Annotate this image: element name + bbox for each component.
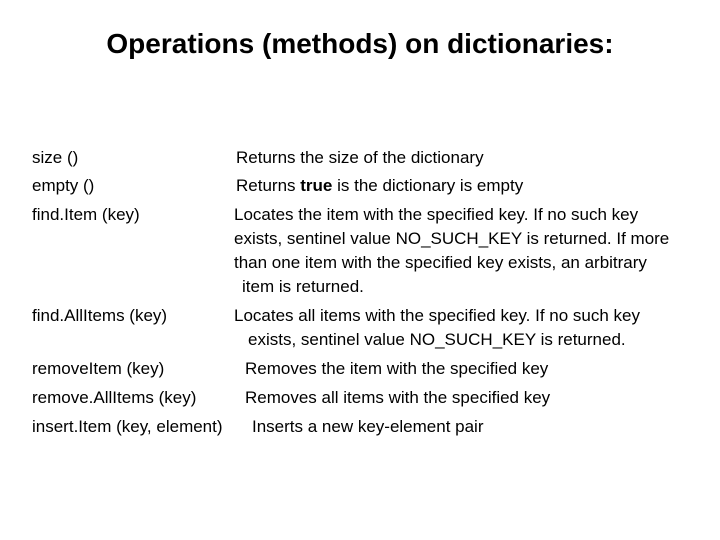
desc-line: Locates all items with the specified key. If no such key xyxy=(234,306,640,325)
operation-name-size: size () xyxy=(32,148,79,167)
operation-name-find-all-items: find.AllItems (key) xyxy=(32,306,168,325)
operation-desc-insert-item xyxy=(252,415,484,439)
desc-keyword-true: true xyxy=(300,176,333,195)
operation-desc-size xyxy=(236,146,484,170)
desc-line: item is returned. xyxy=(242,277,364,296)
desc-line: exists, sentinel value NO_SUCH_KEY is returned. xyxy=(248,330,626,349)
desc-line: exists, sentinel value NO_SUCH_KEY is returned. If more xyxy=(234,229,670,248)
operation-desc-find-all-items xyxy=(234,304,640,352)
operation-name-empty: empty () xyxy=(32,176,95,195)
operation-desc-remove-item xyxy=(245,357,548,381)
desc-text-before: Returns xyxy=(236,176,301,195)
desc-line: Inserts a new key-element pair xyxy=(252,417,484,436)
operation-desc-empty xyxy=(236,174,523,198)
desc-line: Returns the size of the dictionary xyxy=(236,148,484,167)
operation-name-insert-item: insert.Item (key, element) xyxy=(32,417,223,436)
slide-title: Operations (methods) on dictionaries: xyxy=(106,28,614,59)
operation-name-remove-all-items: remove.AllItems (key) xyxy=(32,388,197,407)
desc-line: Removes the item with the specified key xyxy=(245,359,549,378)
desc-line: than one item with the specified key exists, an arbitrary xyxy=(234,253,647,272)
operation-name-find-item: find.Item (key) xyxy=(32,205,140,224)
desc-line: Removes all items with the specified key xyxy=(245,388,551,407)
operation-name-remove-item: removeItem (key) xyxy=(32,359,165,378)
operation-desc-find-item xyxy=(234,203,669,299)
desc-line: Locates the item with the specified key. If no such key xyxy=(234,205,639,224)
operation-desc-remove-all-items xyxy=(245,386,550,410)
desc-text-after: is the dictionary is empty xyxy=(332,176,524,195)
